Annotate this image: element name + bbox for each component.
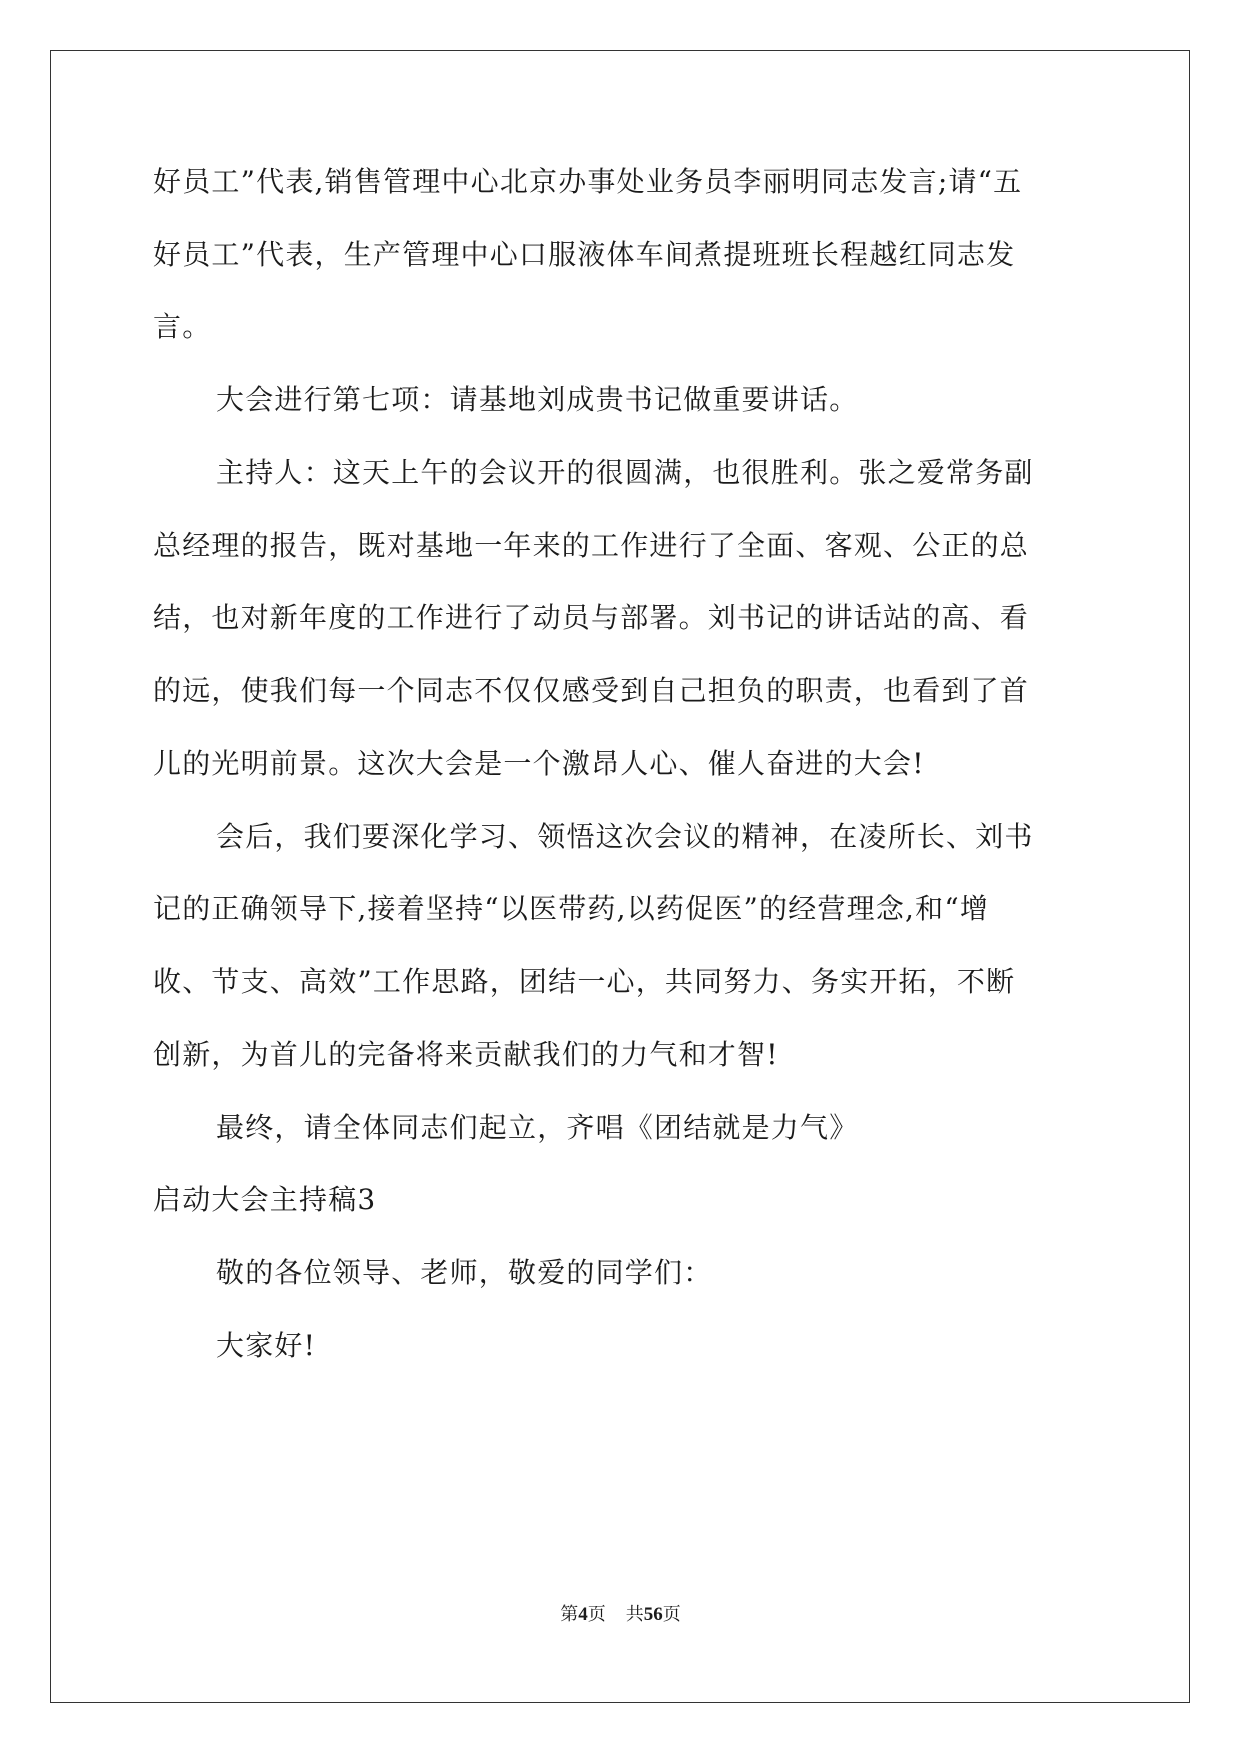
text-line: 言。 xyxy=(153,310,212,343)
text-line: 记的正确领导下,接着坚持“以医带药,以药促医”的经营理念,和“增 xyxy=(153,892,990,925)
text-line: 收、节支、高效”工作思路，团结一心，共同努力、务实开拓，不断 xyxy=(153,965,1016,998)
text-line: 儿的光明前景。这次大会是一个激昂人心、催人奋进的大会! xyxy=(153,747,925,780)
section-heading: 启动大会主持稿3 xyxy=(153,1183,377,1216)
page-footer xyxy=(0,1603,1241,1627)
page-number: 4 xyxy=(578,1604,588,1625)
paragraph-line: 敬的各位领导、老师，敬爱的同学们： xyxy=(216,1256,713,1289)
text-line: 好员工”代表，生产管理中心口服液体车间煮提班班长程越红同志发 xyxy=(153,238,1016,271)
total-pages: 56 xyxy=(643,1604,663,1625)
text-line: 创新，为首儿的完备将来贡献我们的力气和才智! xyxy=(153,1038,779,1071)
paragraph-line: 最终，请全体同志们起立，齐唱《团结就是力气》 xyxy=(216,1111,859,1144)
page-suffix: 页 xyxy=(587,1604,606,1625)
text-line: 好员工”代表,销售管理中心北京办事处业务员李丽明同志发言;请“五 xyxy=(153,165,1023,198)
text-line: 总经理的报告，既对基地一年来的工作进行了全面、客观、公正的总 xyxy=(153,529,1030,562)
total-suffix: 页 xyxy=(662,1604,681,1625)
text-line: 结，也对新年度的工作进行了动员与部署。刘书记的讲话站的高、看 xyxy=(153,601,1030,634)
paragraph-line: 主持人：这天上午的会议开的很圆满，也很胜利。张之爱常务副 xyxy=(216,456,1034,489)
text-line: 的远，使我们每一个同志不仅仅感受到自己担负的职责，也看到了首 xyxy=(153,674,1030,707)
page-prefix: 第 xyxy=(560,1604,579,1625)
page-border xyxy=(50,50,1190,1703)
paragraph-line: 会后，我们要深化学习、领悟这次会议的精神，在凌所长、刘书 xyxy=(216,820,1034,853)
paragraph-line: 大家好! xyxy=(216,1329,317,1362)
paragraph-line: 大会进行第七项：请基地刘成贵书记做重要讲话。 xyxy=(216,383,859,416)
total-prefix: 共 xyxy=(625,1604,644,1625)
